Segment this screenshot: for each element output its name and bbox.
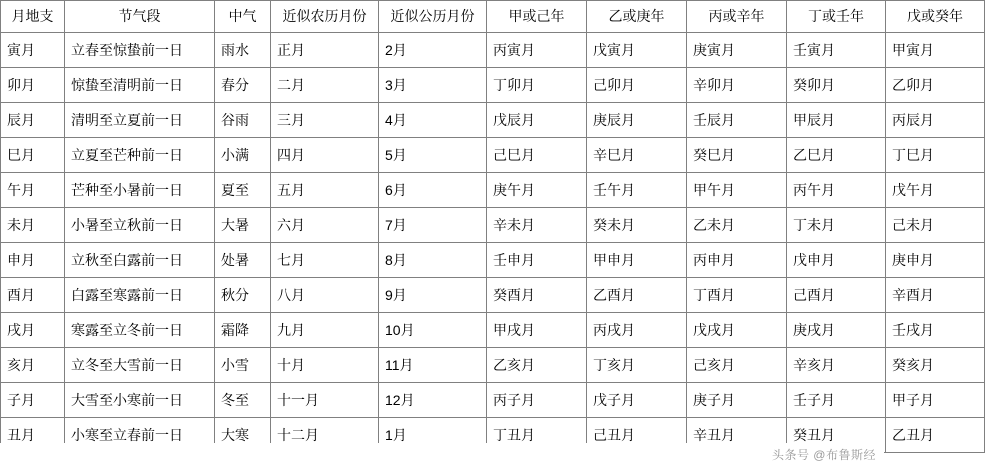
cell-year-ding-ren: 己酉月 (787, 278, 886, 313)
cell-year-ding-ren: 戊申月 (787, 243, 886, 278)
cell-year-yi-geng: 己卯月 (587, 68, 687, 103)
cell-year-bing-xin: 壬辰月 (687, 103, 787, 138)
cell-month-branch: 亥月 (1, 348, 65, 383)
cell-year-bing-xin: 癸巳月 (687, 138, 787, 173)
cell-lunar-month: 六月 (271, 208, 379, 243)
cell-year-yi-geng: 庚辰月 (587, 103, 687, 138)
cell-solar-term-range: 清明至立夏前一日 (65, 103, 215, 138)
cell-year-ding-ren: 壬寅月 (787, 33, 886, 68)
cell-year-bing-xin: 庚寅月 (687, 33, 787, 68)
cell-year-yi-geng: 戊寅月 (587, 33, 687, 68)
cell-year-yi-geng: 戊子月 (587, 383, 687, 418)
cell-year-ding-ren: 甲辰月 (787, 103, 886, 138)
cell-month-branch: 丑月 (1, 418, 65, 453)
column-header-year-wu-gui: 戊或癸年 (886, 1, 985, 33)
cell-mid-term: 谷雨 (215, 103, 271, 138)
column-header-lunar-month: 近似农历月份 (271, 1, 379, 33)
cell-lunar-month: 九月 (271, 313, 379, 348)
cell-year-jia-ji: 辛未月 (487, 208, 587, 243)
cell-gregorian-month: 2月 (379, 33, 487, 68)
watermark-text: 头条号 @布鲁斯经 (771, 448, 876, 462)
table-row (1, 138, 985, 173)
cell-year-jia-ji: 戊辰月 (487, 103, 587, 138)
cell-mid-term: 大寒 (215, 418, 271, 453)
cell-lunar-month: 四月 (271, 138, 379, 173)
cell-year-yi-geng: 癸未月 (587, 208, 687, 243)
cell-solar-term-range: 小寒至立春前一日 (65, 418, 215, 453)
cell-year-bing-xin: 甲午月 (687, 173, 787, 208)
cell-solar-term-range: 立冬至大雪前一日 (65, 348, 215, 383)
column-header-mid-term: 中气 (215, 1, 271, 33)
cell-solar-term-range: 立夏至芒种前一日 (65, 138, 215, 173)
cell-year-yi-geng: 丙戌月 (587, 313, 687, 348)
cell-month-branch: 未月 (1, 208, 65, 243)
cell-lunar-month: 八月 (271, 278, 379, 313)
cell-gregorian-month: 3月 (379, 68, 487, 103)
cell-month-branch: 寅月 (1, 33, 65, 68)
cell-lunar-month: 十二月 (271, 418, 379, 453)
cell-year-bing-xin: 己亥月 (687, 348, 787, 383)
table-body (1, 33, 985, 453)
cell-solar-term-range: 大雪至小寒前一日 (65, 383, 215, 418)
column-header-solar-term-range: 节气段 (65, 1, 215, 33)
cell-year-jia-ji: 壬申月 (487, 243, 587, 278)
table-row (1, 348, 985, 383)
cell-solar-term-range: 芒种至小暑前一日 (65, 173, 215, 208)
cell-mid-term: 冬至 (215, 383, 271, 418)
cell-year-ding-ren: 丁未月 (787, 208, 886, 243)
cell-year-wu-gui: 壬戌月 (886, 313, 985, 348)
cell-solar-term-range: 惊蛰至清明前一日 (65, 68, 215, 103)
cell-year-bing-xin: 乙未月 (687, 208, 787, 243)
cell-year-ding-ren: 庚戌月 (787, 313, 886, 348)
cell-year-jia-ji: 丙寅月 (487, 33, 587, 68)
cell-year-ding-ren: 壬子月 (787, 383, 886, 418)
column-header-month-branch: 月地支 (1, 1, 65, 33)
cell-year-ding-ren: 癸卯月 (787, 68, 886, 103)
cell-year-wu-gui: 乙丑月 (886, 418, 985, 453)
cell-solar-term-range: 寒露至立冬前一日 (65, 313, 215, 348)
cell-mid-term: 小雪 (215, 348, 271, 383)
cell-year-wu-gui: 丙辰月 (886, 103, 985, 138)
cell-year-jia-ji: 丁丑月 (487, 418, 587, 453)
cell-mid-term: 小满 (215, 138, 271, 173)
table-row (1, 278, 985, 313)
cell-month-branch: 辰月 (1, 103, 65, 138)
cell-year-wu-gui: 戊午月 (886, 173, 985, 208)
cell-year-jia-ji: 丁卯月 (487, 68, 587, 103)
cell-year-wu-gui: 乙卯月 (886, 68, 985, 103)
cell-year-ding-ren: 乙巳月 (787, 138, 886, 173)
cell-year-ding-ren: 丙午月 (787, 173, 886, 208)
cell-year-jia-ji: 乙亥月 (487, 348, 587, 383)
cell-gregorian-month: 9月 (379, 278, 487, 313)
cell-year-wu-gui: 庚申月 (886, 243, 985, 278)
column-header-year-bing-xin: 丙或辛年 (687, 1, 787, 33)
cell-lunar-month: 五月 (271, 173, 379, 208)
cell-year-wu-gui: 丁巳月 (886, 138, 985, 173)
cell-mid-term: 秋分 (215, 278, 271, 313)
cell-mid-term: 霜降 (215, 313, 271, 348)
table-row (1, 173, 985, 208)
table-row (1, 208, 985, 243)
cell-year-jia-ji: 癸酉月 (487, 278, 587, 313)
table-row (1, 33, 985, 68)
cell-gregorian-month: 6月 (379, 173, 487, 208)
cell-month-branch: 卯月 (1, 68, 65, 103)
cell-lunar-month: 七月 (271, 243, 379, 278)
cell-gregorian-month: 10月 (379, 313, 487, 348)
column-header-year-yi-geng: 乙或庚年 (587, 1, 687, 33)
cell-month-branch: 午月 (1, 173, 65, 208)
cell-year-yi-geng: 壬午月 (587, 173, 687, 208)
table-header (1, 1, 985, 33)
cell-year-wu-gui: 癸亥月 (886, 348, 985, 383)
cell-gregorian-month: 5月 (379, 138, 487, 173)
cell-year-wu-gui: 甲子月 (886, 383, 985, 418)
cell-lunar-month: 正月 (271, 33, 379, 68)
cell-gregorian-month: 7月 (379, 208, 487, 243)
cell-lunar-month: 十一月 (271, 383, 379, 418)
cell-gregorian-month: 4月 (379, 103, 487, 138)
cell-year-jia-ji: 甲戌月 (487, 313, 587, 348)
cell-mid-term: 春分 (215, 68, 271, 103)
cell-gregorian-month: 12月 (379, 383, 487, 418)
cell-year-wu-gui: 己未月 (886, 208, 985, 243)
cell-month-branch: 戌月 (1, 313, 65, 348)
column-header-year-jia-ji: 甲或己年 (487, 1, 587, 33)
cell-year-yi-geng: 甲申月 (587, 243, 687, 278)
cell-year-yi-geng: 己丑月 (587, 418, 687, 453)
cell-year-bing-xin: 辛丑月 (687, 418, 787, 453)
cell-gregorian-month: 1月 (379, 418, 487, 453)
cell-mid-term: 处暑 (215, 243, 271, 278)
table-row (1, 243, 985, 278)
table-row (1, 383, 985, 418)
cell-year-bing-xin: 辛卯月 (687, 68, 787, 103)
table-header-row (1, 1, 985, 33)
table-row (1, 68, 985, 103)
cell-solar-term-range: 立秋至白露前一日 (65, 243, 215, 278)
cell-year-yi-geng: 丁亥月 (587, 348, 687, 383)
cell-year-bing-xin: 庚子月 (687, 383, 787, 418)
cell-gregorian-month: 11月 (379, 348, 487, 383)
cell-year-jia-ji: 庚午月 (487, 173, 587, 208)
cell-solar-term-range: 立春至惊蛰前一日 (65, 33, 215, 68)
cell-mid-term: 大暑 (215, 208, 271, 243)
cell-month-branch: 酉月 (1, 278, 65, 313)
column-header-year-ding-ren: 丁或壬年 (787, 1, 886, 33)
table-row (1, 313, 985, 348)
cell-solar-term-range: 白露至寒露前一日 (65, 278, 215, 313)
cell-year-yi-geng: 乙酉月 (587, 278, 687, 313)
cell-year-wu-gui: 辛酉月 (886, 278, 985, 313)
cell-year-ding-ren: 辛亥月 (787, 348, 886, 383)
cell-mid-term: 雨水 (215, 33, 271, 68)
cell-month-branch: 申月 (1, 243, 65, 278)
cell-solar-term-range: 小暑至立秋前一日 (65, 208, 215, 243)
cell-gregorian-month: 8月 (379, 243, 487, 278)
cell-lunar-month: 十月 (271, 348, 379, 383)
cell-year-bing-xin: 丁酉月 (687, 278, 787, 313)
cell-year-bing-xin: 丙申月 (687, 243, 787, 278)
cell-year-wu-gui: 甲寅月 (886, 33, 985, 68)
cell-mid-term: 夏至 (215, 173, 271, 208)
cell-lunar-month: 二月 (271, 68, 379, 103)
cell-lunar-month: 三月 (271, 103, 379, 138)
cell-year-jia-ji: 己巳月 (487, 138, 587, 173)
column-header-gregorian-month: 近似公历月份 (379, 1, 487, 33)
cell-year-jia-ji: 丙子月 (487, 383, 587, 418)
table-row (1, 103, 985, 138)
cell-month-branch: 子月 (1, 383, 65, 418)
cell-month-branch: 巳月 (1, 138, 65, 173)
cell-year-bing-xin: 戊戌月 (687, 313, 787, 348)
cell-year-ding-ren: 癸丑月 (787, 418, 886, 453)
cell-year-yi-geng: 辛巳月 (587, 138, 687, 173)
footer-bar (0, 443, 884, 467)
